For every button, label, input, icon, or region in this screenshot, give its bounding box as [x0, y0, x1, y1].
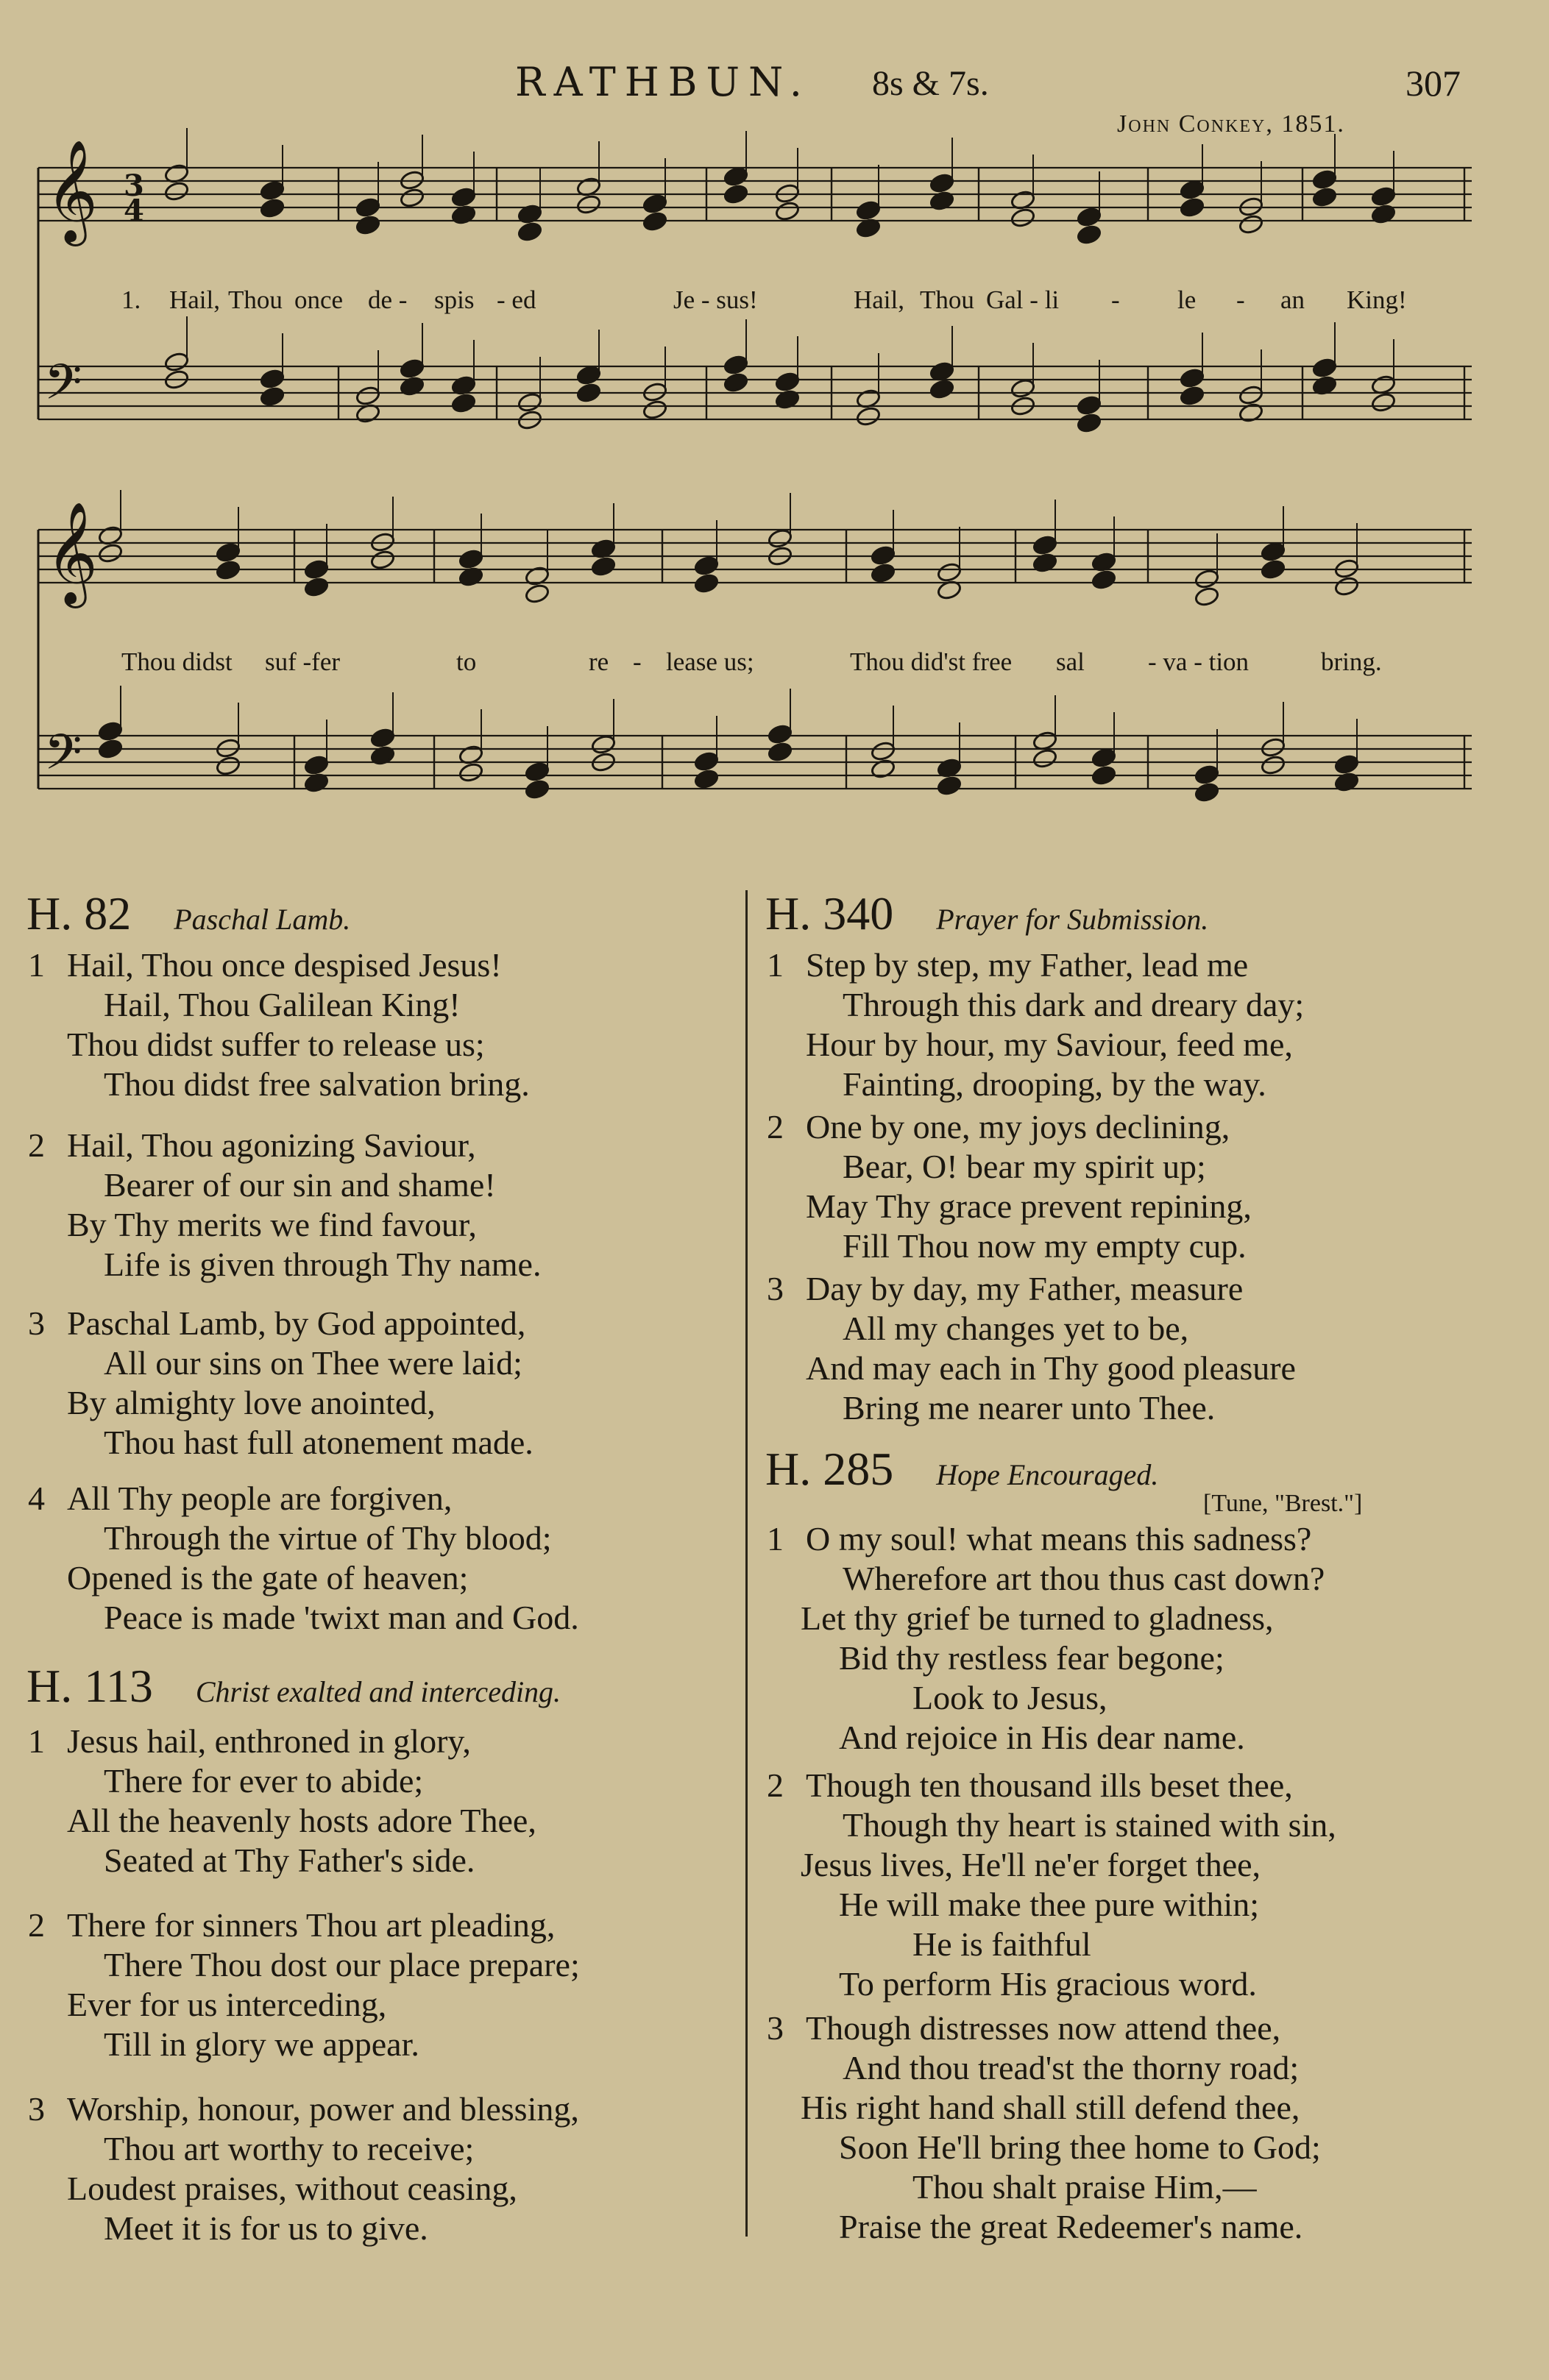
bass-1-notehead — [399, 358, 425, 379]
tune-meter: 8s & 7s. — [872, 64, 989, 103]
verse-line: Thou didst free salvation bring. — [104, 1065, 530, 1103]
treble-1-notehead — [1076, 206, 1102, 227]
treble-1-notehead — [259, 197, 285, 219]
verse-number: 3 — [767, 1270, 784, 1307]
bass-2-notehead — [97, 738, 123, 759]
bass-2-notehead — [870, 758, 896, 779]
bass-1-notehead — [517, 391, 542, 413]
treble-1-notehead — [1238, 213, 1263, 235]
treble-2-notehead — [1194, 586, 1219, 607]
lyric1-syllable: le — [1177, 285, 1197, 314]
hymn-number: H. 82 — [26, 887, 132, 939]
verse-line: Wherefore art thou thus cast down? — [843, 1560, 1325, 1597]
bass-2-notehead — [524, 778, 550, 800]
lyric1-syllable: an — [1280, 285, 1305, 314]
hymn-number: H. 340 — [765, 887, 894, 939]
treble-2-notehead — [524, 583, 550, 604]
bass-2-notehead — [1260, 754, 1286, 775]
treble-1-notehead — [1311, 168, 1337, 190]
bass-1-notehead — [723, 372, 748, 393]
verse-line: And rejoice in His dear name. — [839, 1719, 1245, 1756]
verse-line: Let thy grief be turned to gladness, — [801, 1599, 1274, 1637]
verse-line: Hour by hour, my Saviour, feed me, — [806, 1026, 1293, 1063]
verse-line: Life is given through Thy name. — [104, 1246, 542, 1283]
verse-line: Thou shalt praise Him,— — [912, 2168, 1257, 2206]
verse-line: Bear, O! bear my spirit up; — [843, 1148, 1206, 1185]
bass-1-notehead — [642, 399, 667, 420]
bass-clef: 𝄢 — [44, 724, 82, 792]
verse-number: 2 — [767, 1766, 784, 1804]
treble-1-notehead — [1179, 179, 1205, 200]
verse-line: Hail, Thou once despised Jesus! — [67, 946, 502, 984]
treble-2-notehead — [767, 527, 793, 549]
verse-line: He will make thee pure within; — [839, 1886, 1260, 1923]
bass-2-notehead — [1091, 764, 1116, 786]
verse-line: Meet it is for us to give. — [104, 2209, 428, 2247]
bass-1-notehead — [723, 354, 748, 375]
verse-line: Praise the great Redeemer's name. — [839, 2208, 1303, 2245]
verse-line: Step by step, my Father, lead me — [806, 946, 1249, 984]
treble-1-notehead — [355, 214, 380, 235]
treble-2-notehead — [870, 544, 896, 566]
verse-number: 3 — [28, 2090, 45, 2128]
bass-1-notehead — [855, 405, 881, 427]
verse-line: O my soul! what means this sadness? — [806, 1520, 1312, 1557]
verse-line: Paschal Lamb, by God appointed, — [67, 1304, 526, 1342]
bass-1-notehead — [774, 388, 800, 410]
lyric1-syllable: Hail, — [169, 285, 221, 314]
lyric1-syllable: Gal - li — [986, 285, 1060, 314]
lyric1-syllable: - ed — [497, 285, 536, 314]
bass-2-notehead — [870, 740, 896, 761]
treble-2-notehead — [1194, 568, 1219, 589]
bass-1-notehead — [929, 378, 954, 399]
treble-1-notehead — [929, 190, 954, 211]
bass-2-notehead — [1032, 747, 1057, 769]
verse-line: Fill Thou now my empty cup. — [843, 1227, 1247, 1265]
treble-2-notehead — [1260, 541, 1286, 562]
hymn-heading — [765, 1442, 1158, 1496]
lyric1-syllable: spis — [434, 285, 475, 314]
treble-1-notehead — [723, 166, 748, 187]
hymn-heading — [26, 1659, 561, 1713]
lyric1-syllable: once — [294, 285, 344, 314]
bass-2-notehead — [1333, 753, 1359, 775]
treble-2-notehead — [1032, 552, 1057, 573]
music-score — [0, 0, 1549, 839]
verse-line: There Thou dost our place prepare; — [104, 1946, 580, 1983]
lyric-line-2 — [0, 647, 1549, 680]
verse-line: Thou hast full atonement made. — [104, 1424, 534, 1461]
time-signature: 4 — [124, 193, 144, 228]
verse-line: Worship, honour, power and blessing, — [67, 2090, 579, 2128]
verse-line: Bring me nearer unto Thee. — [843, 1389, 1216, 1427]
verse-line: And may each in Thy good pleasure — [806, 1349, 1296, 1387]
lyric2-syllable: Thou didst — [121, 647, 233, 676]
treble-1-notehead — [774, 200, 800, 221]
verse-number: 3 — [767, 2009, 784, 2047]
verse-number: 1 — [767, 946, 784, 984]
verse-line: Opened is the gate of heaven; — [67, 1559, 469, 1596]
hymn-subtitle: Prayer for Submission. — [936, 903, 1209, 936]
page-number: 307 — [1406, 63, 1461, 104]
treble-2-notehead — [215, 559, 241, 580]
verse-number: 1 — [28, 946, 45, 984]
treble-1-notehead — [517, 221, 542, 242]
verse-line: All our sins on Thee were laid; — [104, 1344, 522, 1382]
bass-2-notehead — [369, 727, 395, 748]
treble-1-notehead — [163, 180, 189, 202]
bass-1-notehead — [259, 386, 285, 407]
verse-line: All my changes yet to be, — [843, 1310, 1189, 1347]
treble-2-notehead — [693, 555, 719, 576]
lyric1-syllable: - — [1111, 285, 1120, 314]
lyric1-syllable: Je - sus! — [673, 285, 758, 314]
verse-number: 2 — [28, 1126, 45, 1164]
treble-2-notehead — [303, 576, 329, 597]
treble-clef: 𝄞 — [46, 502, 98, 604]
bass-2-notehead — [97, 720, 123, 742]
verse-line: Ever for us interceding, — [67, 1986, 387, 2023]
treble-2-notehead — [97, 542, 123, 564]
treble-2-notehead — [870, 562, 896, 583]
hymn-number: H. 113 — [26, 1660, 153, 1712]
lyric2-syllable: re — [589, 647, 609, 676]
hymn-number: H. 285 — [765, 1443, 894, 1495]
bass-1-notehead — [1311, 357, 1337, 378]
treble-1-notehead — [929, 172, 954, 193]
bass-2-notehead — [693, 768, 719, 789]
verse-line: And thou tread'st the thorny road; — [843, 2049, 1300, 2086]
verse-line: There for ever to abide; — [104, 1762, 424, 1800]
verse-line: Though thy heart is stained with sin, — [843, 1806, 1336, 1844]
verse-line: Bearer of our sin and shame! — [104, 1166, 496, 1204]
bass-1-notehead — [1179, 367, 1205, 388]
verse-line: To perform His gracious word. — [839, 1965, 1257, 2003]
bass-1-notehead — [355, 385, 380, 406]
verse-line: Jesus lives, He'll ne'er forget thee, — [801, 1846, 1261, 1883]
verse-line: Though distresses now attend thee, — [806, 2009, 1281, 2047]
lyric1-syllable: 1. — [121, 285, 141, 314]
treble-1-notehead — [1179, 196, 1205, 218]
verse-line: All the heavenly hosts adore Thee, — [67, 1802, 536, 1839]
lyric2-syllable: to — [456, 647, 477, 676]
tune-reference: [Tune, "Brest."] — [1203, 1490, 1363, 1517]
verse-line: His right hand shall still defend thee, — [801, 2089, 1300, 2126]
treble-1-notehead — [642, 193, 667, 214]
bass-2-notehead — [303, 754, 329, 775]
verse-number: 1 — [767, 1520, 784, 1557]
treble-2-notehead — [215, 541, 241, 563]
bass-1-notehead — [1179, 385, 1205, 406]
treble-1-notehead — [517, 203, 542, 224]
bass-2-notehead — [936, 775, 962, 796]
treble-1-notehead — [642, 210, 667, 232]
bass-2-notehead — [1260, 736, 1286, 758]
treble-1-notehead — [1370, 203, 1396, 224]
time-signature: 3 — [124, 168, 144, 203]
lyric1-syllable: Thou — [920, 285, 974, 314]
verse-line: Fainting, drooping, by the way. — [843, 1065, 1266, 1103]
hymn-heading — [26, 887, 350, 941]
composer-credit: John Conkey, 1851. — [1117, 110, 1345, 138]
treble-2-notehead — [936, 561, 962, 583]
verse-line: All Thy people are forgiven, — [67, 1479, 453, 1517]
treble-2-notehead — [1091, 569, 1116, 590]
bass-1-notehead — [575, 364, 601, 386]
treble-1-notehead — [1370, 185, 1396, 207]
verse-line: Jesus hail, enthroned in glory, — [67, 1722, 471, 1760]
bass-1-notehead — [399, 375, 425, 397]
bass-1-notehead — [1238, 384, 1263, 405]
lyric2-syllable: - — [633, 647, 642, 676]
verse-number: 2 — [767, 1108, 784, 1145]
treble-1-notehead — [1311, 186, 1337, 207]
bass-2-notehead — [524, 761, 550, 782]
bass-2-notehead — [767, 741, 793, 762]
lyric2-syllable: lease us; — [666, 647, 754, 676]
bass-2-notehead — [767, 723, 793, 745]
bass-1-notehead — [575, 382, 601, 403]
verse-line: Thou didst suffer to release us; — [67, 1026, 485, 1063]
treble-2-notehead — [524, 565, 550, 586]
treble-1-notehead — [450, 186, 476, 207]
column-divider — [745, 890, 748, 2237]
treble-1-notehead — [399, 187, 425, 208]
treble-2-notehead — [1260, 558, 1286, 580]
verse-line: By almighty love anointed, — [67, 1384, 436, 1421]
verse-line: One by one, my joys declining, — [806, 1108, 1230, 1145]
verse-line: May Thy grace prevent repining, — [806, 1187, 1252, 1225]
verse-line: Till in glory we appear. — [104, 2025, 419, 2063]
bass-1-notehead — [259, 368, 285, 389]
verse-line: Loudest praises, without ceasing, — [67, 2170, 517, 2207]
bass-2-notehead — [1333, 771, 1359, 792]
bass-1-notehead — [1076, 394, 1102, 416]
verse-line: By Thy merits we find favour, — [67, 1206, 477, 1243]
hymn-subtitle: Paschal Lamb. — [174, 903, 351, 936]
bass-1-notehead — [774, 371, 800, 392]
bass-1-notehead — [1076, 412, 1102, 433]
bass-2-notehead — [590, 733, 616, 755]
lyric2-syllable: Thou did'st free — [850, 647, 1013, 676]
verse-line: Soon He'll bring thee home to God; — [839, 2128, 1321, 2166]
bass-2-notehead — [458, 761, 483, 783]
verse-line: Seated at Thy Father's side. — [104, 1841, 475, 1879]
verse-line: Bid thy restless fear begone; — [839, 1639, 1224, 1677]
lyric1-syllable: - — [1236, 285, 1245, 314]
bass-2-notehead — [1091, 747, 1116, 768]
verse-number: 1 — [28, 1722, 45, 1760]
lyric2-syllable: bring. — [1321, 647, 1382, 676]
verse-line: Look to Jesus, — [912, 1679, 1107, 1716]
treble-2-notehead — [590, 555, 616, 577]
tune-title: RATHBUN. — [515, 59, 811, 105]
verse-line: There for sinners Thou art pleading, — [67, 1906, 556, 1944]
verse-line: Hail, Thou agonizing Saviour, — [67, 1126, 476, 1164]
verse-line: Though ten thousand ills beset thee, — [806, 1766, 1293, 1804]
lyric1-syllable: de - — [368, 285, 408, 314]
bass-1-notehead — [1370, 391, 1396, 413]
bass-2-notehead — [1194, 764, 1219, 785]
bass-1-notehead — [163, 351, 189, 372]
bass-1-notehead — [1010, 377, 1035, 399]
treble-2-notehead — [458, 548, 483, 569]
treble-2-notehead — [303, 558, 329, 580]
treble-2-notehead — [369, 549, 395, 570]
verse-number: 4 — [28, 1479, 45, 1517]
treble-2-notehead — [1333, 575, 1359, 597]
verse-line: Thou art worthy to receive; — [104, 2130, 475, 2167]
treble-1-notehead — [259, 180, 285, 201]
verse-line: Peace is made 'twixt man and God. — [104, 1599, 579, 1636]
lyric-line-1 — [0, 285, 1549, 318]
lyric1-syllable: Hail, — [854, 285, 905, 314]
bass-clef: 𝄢 — [44, 354, 82, 422]
treble-1-notehead — [355, 196, 380, 218]
treble-1-notehead — [575, 193, 601, 215]
treble-2-notehead — [693, 572, 719, 594]
treble-2-notehead — [1032, 534, 1057, 555]
treble-1-notehead — [855, 199, 881, 221]
verse-line: He is faithful — [912, 1925, 1091, 1963]
treble-1-notehead — [1010, 207, 1035, 228]
hymn-subtitle: Hope Encouraged. — [936, 1458, 1159, 1491]
hymn-heading — [765, 887, 1208, 941]
treble-1-notehead — [723, 183, 748, 205]
verse-line: Day by day, my Father, measure — [806, 1270, 1244, 1307]
verse-number: 2 — [28, 1906, 45, 1944]
bass-2-notehead — [369, 745, 395, 766]
bass-1-notehead — [1238, 402, 1263, 423]
treble-1-notehead — [1076, 224, 1102, 245]
lyric2-syllable: suf -fer — [265, 647, 341, 676]
lyric2-syllable: sal — [1056, 647, 1085, 676]
bass-2-notehead — [1194, 781, 1219, 803]
lyric1-syllable: King! — [1347, 285, 1407, 314]
treble-clef: 𝄞 — [46, 140, 98, 242]
verse-line: Through this dark and dreary day; — [843, 986, 1305, 1023]
verse-line: Through the virtue of Thy blood; — [104, 1519, 552, 1557]
hymn-subtitle: Christ exalted and interceding. — [195, 1675, 561, 1708]
bass-2-notehead — [215, 755, 241, 776]
lyric2-syllable: - va - tion — [1148, 647, 1250, 676]
bass-1-notehead — [450, 392, 476, 413]
verse-number: 3 — [28, 1304, 45, 1342]
verse-line: Hail, Thou Galilean King! — [104, 986, 461, 1023]
bass-2-notehead — [693, 750, 719, 772]
lyric1-syllable: Thou — [228, 285, 283, 314]
